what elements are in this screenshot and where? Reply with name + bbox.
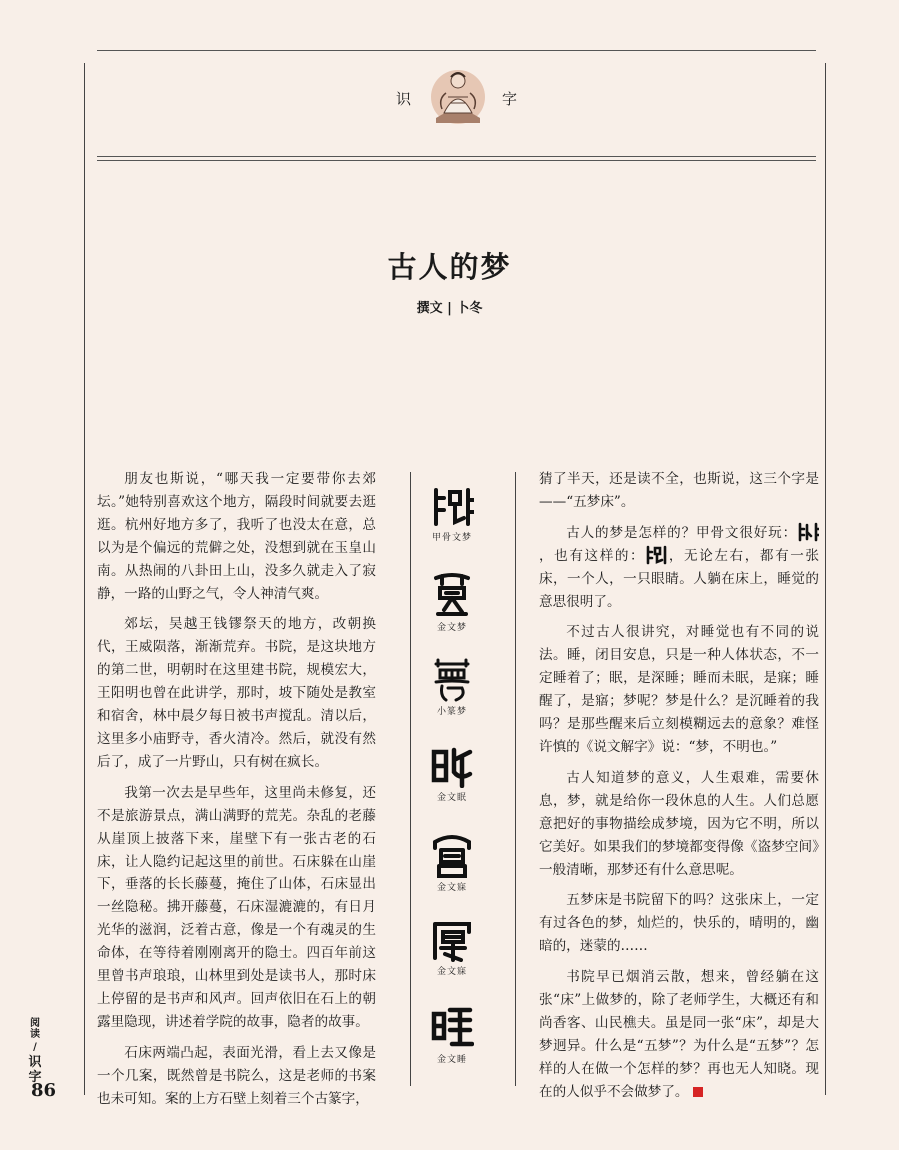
glyph-caption: 小篆梦 <box>436 707 467 717</box>
glyph-bronze-shui <box>410 1004 494 1065</box>
paragraph: 石床两端凸起，表面光滑，看上去又像是一个几案，既然曾是书院么，这是老师的书案也未可知。案的上方石壁上刻着三个古篆字， <box>97 1044 376 1107</box>
bronze-meng-glyph <box>432 572 472 618</box>
glyph-oracle-bone-meng <box>410 486 494 543</box>
deity-figure-icon <box>428 63 488 127</box>
glyph-caption: 金文睡 <box>436 1055 467 1065</box>
glyph-seal-meng <box>410 656 494 717</box>
header-double-rule-top <box>97 156 816 157</box>
section-label-2: 识字 <box>28 1055 42 1085</box>
section-label-slash: / <box>33 1042 37 1053</box>
bronze-mei-glyph <box>431 832 473 878</box>
header-right-char: 字 <box>502 90 518 108</box>
top-rule <box>97 50 816 51</box>
section-label <box>27 1018 43 1085</box>
glyph-bronze-wu <box>410 918 494 977</box>
page-number: 86 <box>31 1080 57 1101</box>
glyph-caption: 金文梦 <box>436 623 467 633</box>
paragraph: 古人知道梦的意义，人生艰难，需要休息，梦，就是给你一段休息的人生。人们总愿意把好的事物描绘成梦境，因为它不明，所以它美好。如果我们的梦境都变得像《盗梦空间》一般清晰，那梦还有什么意思呢。 <box>539 769 819 878</box>
article-title: 古人的梦 <box>387 250 512 284</box>
glyph-caption: 甲骨文梦 <box>431 533 472 543</box>
oracle-bone-inline-glyph-b <box>645 545 667 565</box>
glyph-bronze-mian <box>410 744 494 803</box>
paragraph: 猜了半天，还是读不全，也斯说，这三个字是——“五梦床”。 <box>539 471 819 510</box>
header-left-char: 识 <box>396 90 412 108</box>
bronze-wu-glyph <box>431 918 473 962</box>
header-double-rule-bottom <box>97 160 816 161</box>
seal-script-meng-glyph <box>432 656 472 702</box>
glyph-caption: 金文眠 <box>436 793 467 803</box>
paragraph: 朋友也斯说，“哪天我一定要带你去郊坛。”她特别喜欢这个地方，隔段时间就要去逛逛。杭州好地方多了，我听了也没太在意，总以为是个偏远的荒僻之处，没想到就在玉皇山南。从热闹的八卦田上山，没多久就走入了寂静，一路的山野之气，令人神清气爽。 <box>97 471 376 602</box>
glyph-caption: 金文寐 <box>436 967 467 977</box>
right-margin-line <box>825 63 826 1095</box>
paragraph-part: ，无论左右，都有一张床，一个人，一只眼睛。人躺在床上，睡觉的意思很明了。 <box>539 547 820 610</box>
section-label-1: 阅读 <box>30 1018 40 1040</box>
bronze-shui-glyph <box>430 1004 474 1050</box>
right-text-column <box>539 468 819 1112</box>
paragraph <box>539 522 819 614</box>
article-byline: 撰文 | 卜冬 <box>416 301 483 316</box>
paragraph: 我第一次去是早些年，这里尚未修复，还不是旅游景点，满山满野的荒芜。杂乱的老藤从崖顶上披落下来，崖壁下有一张古老的石床，让人隐约记起这里的前世。石床躲在山崖下，垂落的长长藤蔓，掩住了山体，石床显出一丝隐秘。拂开藤蔓，石床湿漉漉的，有日月光华的滋润，泛着古意，像是一个有魂灵的生命体，在等待着刚刚离开的隐士。四百年前这里曾书声琅琅，山林里到处是读书人，那时床上停留的是书声和风声。回声依旧在石上的朝露里隐现，讲述着学院的故事，隐者的故事。 <box>97 784 376 1030</box>
paragraph: 不过古人很讲究，对睡觉也有不同的说法。睡，闭目安息，只是一种人体状态，不一定睡着了；眠，是深睡；睡而未眠，是寐；睡醒了，是寤；梦呢？梦是什么？是沉睡着的我吗？是那些醒来后立刻模糊远去的意象？难怪许慎的《说文解字》说：“梦，不明也。” <box>539 624 819 755</box>
paragraph: 五梦床是书院留下的吗？这张床上，一定有过各色的梦，灿烂的，快乐的，晴明的，幽暗的，迷蒙的…… <box>539 892 819 955</box>
paragraph-part: 书院早已烟消云散，想来，曾经躺在这张“床”上做梦的，除了老师学生，大概还有和尚香客、山民樵夫。虽是同一张“床”，却是大梦迥异。什么是“五梦”？为什么是“五梦”？怎样的人在做一个怎样的梦？再也无人知晓。现在的人似乎不会做梦了。 <box>539 969 819 1100</box>
paragraph <box>539 966 819 1103</box>
left-text-column <box>97 468 376 1118</box>
glyph-caption: 金文寐 <box>436 883 467 893</box>
paragraph: 郊坛，吴越王钱镠祭天的地方，改朝换代，王威陨落，渐渐荒弃。书院，是这块地方的第二世，明朝时在这里建书院，规模宏大，王阳明也曾在此讲学，那时，坡下随处是教室和宿舍，林中晨夕每日被书声搅乱。清以后，这里多小庙野寺，香火清冷。然后，就没有然后了，成了一片野山，只有树在疯长。 <box>97 616 376 770</box>
end-mark-square <box>693 1087 703 1097</box>
glyph-divider-right <box>515 472 516 1086</box>
paragraph-part: ，也有这样的： <box>539 547 646 564</box>
left-margin-line <box>84 63 85 1095</box>
glyph-bronze-meng <box>410 572 494 633</box>
oracle-bone-meng-glyph <box>430 486 474 528</box>
glyph-bronze-mei <box>410 832 494 893</box>
paragraph-part: 古人的梦是怎样的？甲骨文很好玩： <box>566 524 797 541</box>
bronze-mian-glyph <box>430 744 474 788</box>
oracle-bone-inline-glyph-a <box>797 522 819 542</box>
